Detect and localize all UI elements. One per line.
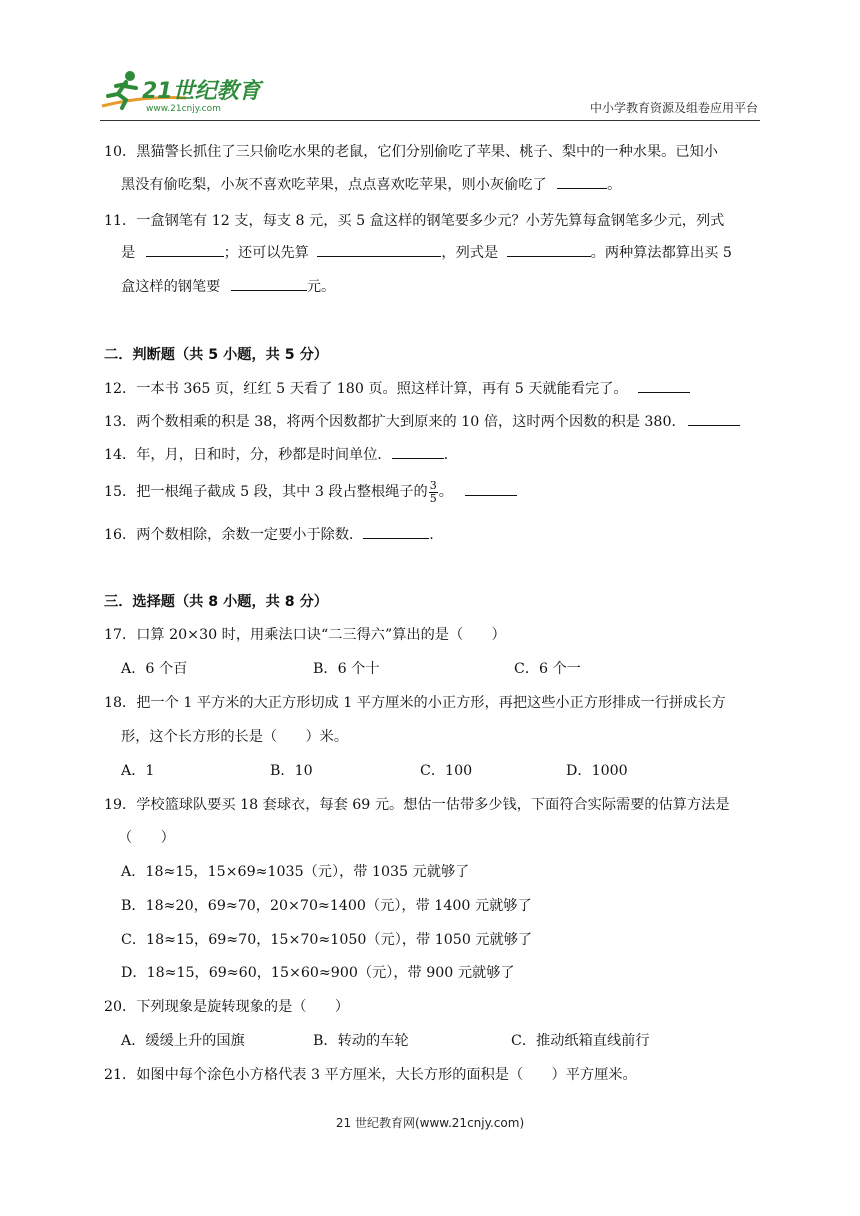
svg-text:21世纪教育: 21世纪教育 (142, 79, 261, 104)
question-11-line-1: 11．一盒钢笔有 12 支，每支 8 元，买 5 盒这样的钢笔要多少元？小芳先算每盒钢笔多少元，列式 (104, 213, 725, 229)
option-a: A．1 (121, 763, 155, 779)
question-19-line-1: 19．学校篮球队要买 18 套球衣，每套 69 元。想估一估带多少钱，下面符合实际需要的估算方法是 (104, 797, 730, 813)
option-c: C．6 个一 (514, 661, 581, 677)
answer-blank (688, 411, 740, 426)
question-10-line-2: 黑没有偷吃梨，小灰不喜欢吃苹果，点点喜欢吃苹果，则小灰偷吃了 。 (121, 174, 621, 194)
question-10-line-1: 10．黑猫警长抓住了三只偷吃水果的老鼠，它们分别偷吃了苹果、桃子、梨中的一种水果。已知小 (104, 144, 718, 160)
runner-logo-icon (96, 66, 266, 114)
option-b: B．10 (270, 763, 313, 779)
question-14: 14．年，月，日和时，分，秒都是时间单位． . (104, 444, 448, 464)
answer-blank (638, 378, 690, 393)
option-d: D．18≈15，69≈60，15×60≈900（元），带 900 元就够了 (121, 965, 515, 981)
question-13: 13．两个数相乘的积是 38，将两个因数都扩大到原来的 10 倍，这时两个因数的积是 380． (104, 411, 740, 431)
question-18-line-2: 形，这个长方形的长是（ ）米。 (121, 729, 349, 745)
question-20: 20．下列现象是旋转现象的是（ ） (104, 999, 350, 1015)
answer-blank (465, 481, 517, 496)
svg-text:www.21cnjy.com: www.21cnjy.com (146, 104, 221, 114)
option-a: A．6 个百 (121, 661, 188, 677)
page-footer: 21 世纪教育网(www.21cnjy.com) (335, 1116, 525, 1130)
platform-title: 中小学教育资源及组卷应用平台 (589, 101, 758, 115)
option-d: D．1000 (566, 763, 628, 779)
question-16: 16．两个数相除，余数一定要小于除数． . (104, 524, 434, 544)
answer-blank (557, 174, 607, 189)
question-17: 17．口算 20×30 时，用乘法口诀“二三得六”算出的是（ ） (104, 627, 506, 643)
answer-blank (317, 242, 441, 257)
header-divider (100, 120, 760, 121)
option-c: C．100 (420, 763, 473, 779)
site-logo (96, 66, 266, 114)
answer-blank (363, 524, 429, 539)
option-b: B．转动的车轮 (313, 1033, 409, 1049)
option-b: B．18≈20，69≈70，20×70≈1400（元），带 1400 元就够了 (121, 898, 532, 914)
question-12: 12．一本书 365 页，红红 5 天看了 180 页。照这样计算，再有 5 天就能看完了。 (104, 378, 690, 398)
option-a: A．缓缓上升的国旗 (121, 1033, 245, 1049)
question-21: 21．如图中每个涂色小方格代表 3 平方厘米，大长方形的面积是（ ）平方厘米。 (104, 1067, 637, 1083)
section-2-heading: 二．判断题（共 5 小题，共 5 分） (104, 347, 328, 363)
question-11-line-3: 盒这样的钢笔要 元。 (121, 276, 335, 296)
answer-blank (146, 242, 224, 257)
option-b: B．6 个十 (313, 661, 380, 677)
answer-blank (231, 276, 307, 291)
question-11-line-2: 是 ；还可以先算 ，列式是 。两种算法都算出买 5 (121, 242, 732, 262)
answer-blank (392, 444, 444, 459)
question-15: 15．把一根绳子截成 5 段，其中 3 段占整根绳子的 $\frac{3}{5}$ 。 (104, 480, 517, 504)
answer-blank (507, 242, 591, 257)
option-c: C．推动纸箱直线前行 (511, 1033, 650, 1049)
option-c: C．18≈15，69≈70，15×70≈1050（元），带 1050 元就够了 (121, 932, 533, 948)
question-19-line-2: （ ） (118, 830, 175, 846)
option-a: A．18≈15，15×69≈1035（元），带 1035 元就够了 (121, 864, 470, 880)
fraction: $\frac{3}{5}$ (429, 479, 437, 505)
section-3-heading: 三．选择题（共 8 小题，共 8 分） (104, 594, 328, 610)
question-18-line-1: 18．把一个 1 平方米的大正方形切成 1 平方厘米的小正方形，再把这些小正方形排成一行拼成长方 (104, 695, 726, 711)
